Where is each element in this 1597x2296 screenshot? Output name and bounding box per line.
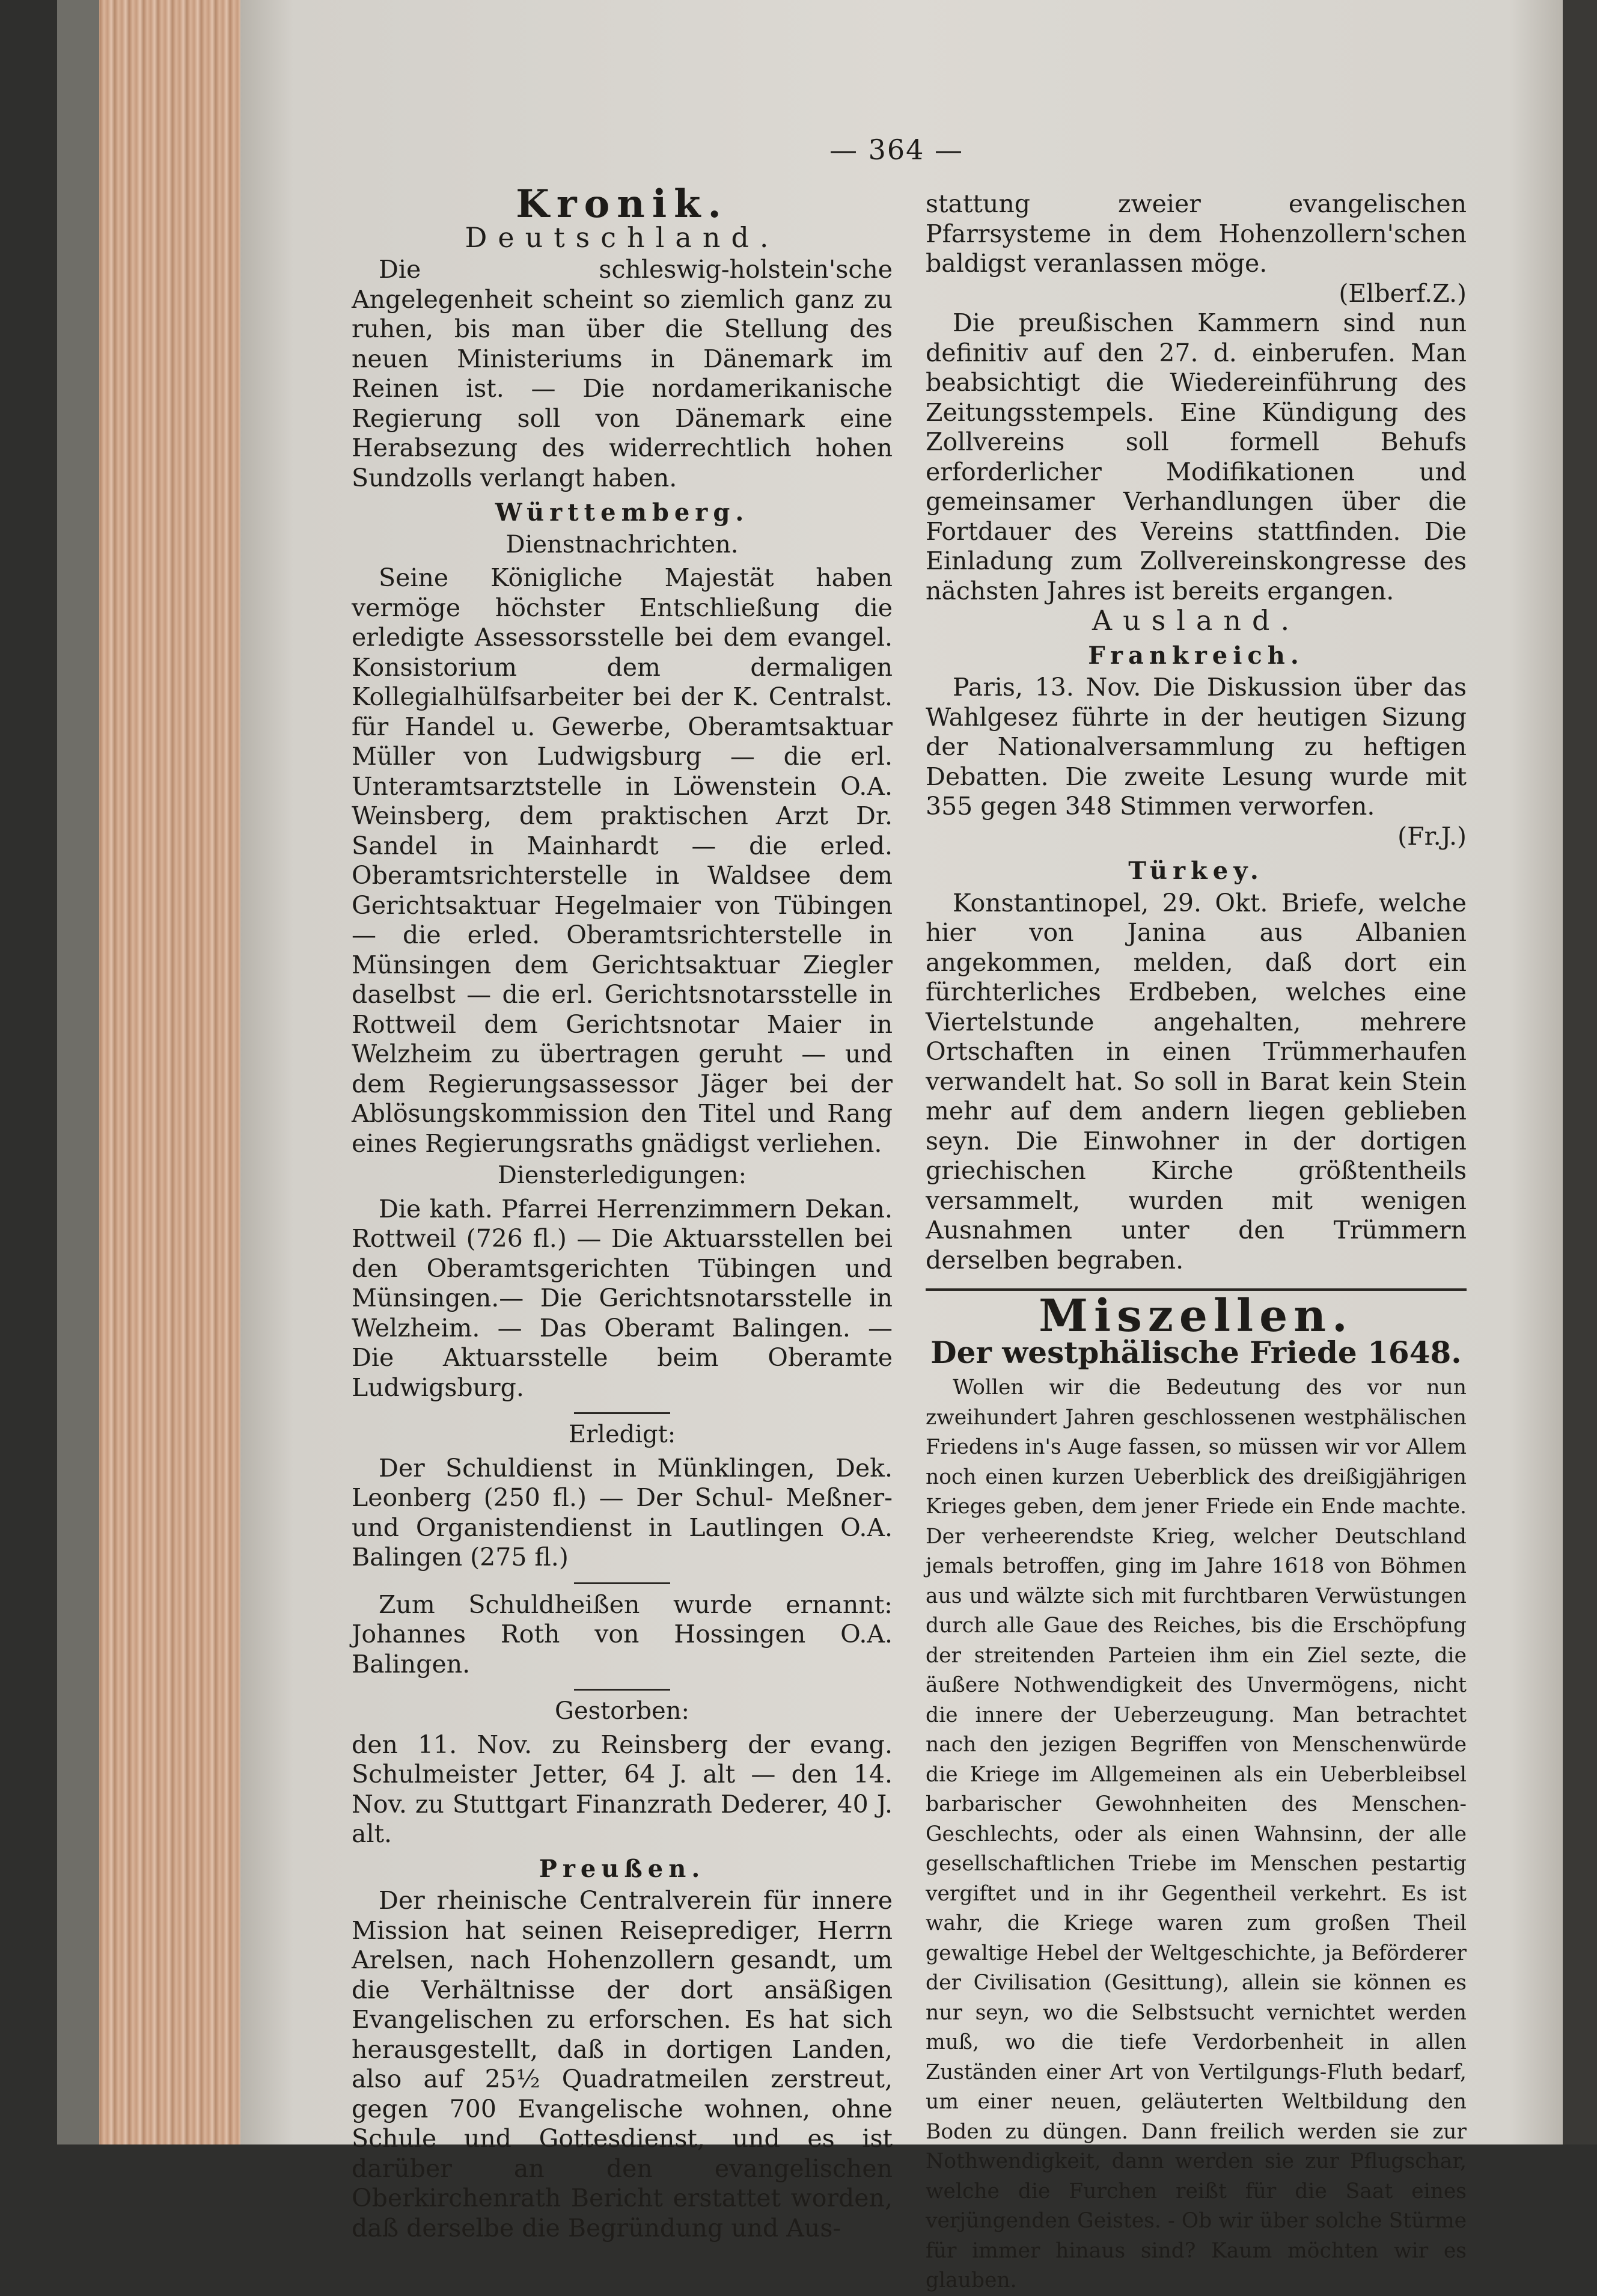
divider <box>574 1689 670 1691</box>
heading-preussen: Preußen. <box>539 1854 706 1883</box>
heading-miszellen: Miszellen. <box>1039 1290 1354 1342</box>
book-spine <box>57 0 99 2144</box>
heading-gestorben: Gestorben: <box>555 1697 689 1725</box>
paragraph-paris: Paris, 13. Nov. Die Diskussion über das Wahlgesez führte in der heutigen Sizung der Nationalversammlung zu heftigen Debatten. Die zweite Lesung wurde mit 355 gegen 348 Stimmen verworfen. <box>926 673 1467 821</box>
paragraph-schuldheiss: Zum Schuldheißen wurde ernannt: Johannes Roth von Hossingen O.A. Balingen. <box>352 1590 893 1679</box>
paragraph-friede: Wollen wir die Bedeutung des vor nun zweihundert Jahren geschlossenen westphälischen Friedens in's Auge fassen, so müssen wir vor Allem noch einen kurzen Ueberblick des dreißigjährigen Krieges geben, dem jener Friede ein Ende machte. Der verheerendste Krieg, welcher Deutschland jemals betroffen, ging im Jahre 1618 von Böhmen aus und wälzte sich mit furchtbaren Verwüstungen durch alle Gaue des Reiches, bis die Erschöpfung der streitenden Parteien ihm ein Ziel sezte, die äußere Nothwendigkeit des Unvermögens, nicht die innere der Ueberzeugung. Man betrachtet nach den jezigen Begriffen von Menschenwürde die Kriege im Allgemeinen als ein Ueberbleibsel barbarischer Gewohnheiten des Menschen-Geschlechts, oder als einen Wahnsinn, der alle gesellschaftlichen Triebe im Menschen pestartig vergiftet und in ihr Gegentheil verkehrt. Es ist wahr, die Kriege waren zum großen Theil gewaltige Hebel der Weltgeschichte, ja Beförderer der Civilisation (Gesittung), allein sie können es nur seyn, wo die Selbstsucht vernichtet werden muß, wo die tiefe Verdorbenheit in allen Zuständen einer Art von Vertilgungs-Fluth bedarf, um einer neuen, geläuterten Weltbildung den Boden zu düngen. Dann freilich werden sie zur Nothwendigkeit, dann werden sie zur Pflugschar, welche die Furchen reißt für die Saat eines verjüngenden Geistes. - Ob wir über solche Stürme für immer hinaus sind? Kaum möchten wir es glauben. <box>926 1376 1467 2292</box>
paragraph-konstantinopel: Konstantinopel, 29. Okt. Briefe, welche hier von Janina aus Albanien angekommen, melden, daß dort ein fürchterliches Erdbeben, welches eine Viertelstunde angehalten, mehrere Ortschaften in einen Trümmerhaufen verwandelt hat. So soll in Barat kein Stein mehr auf dem andern liegen geblieben seyn. Die Einwohner in der dortigen griechischen Kirche größtentheils versammelt, wurden mit wenigen Ausnahmen unter den Trümmern derselben begraben. <box>926 888 1467 1275</box>
heading-dienstnachrichten: Dienstnachrichten. <box>505 530 739 559</box>
divider <box>574 1412 670 1414</box>
page-number: — 364 — <box>829 133 964 166</box>
divider <box>574 1582 670 1584</box>
heading-diensterledigungen: Diensterledigungen: <box>497 1162 747 1189</box>
heading-wurttemberg: Württemberg. <box>495 498 750 527</box>
heading-turkey: Türkey. <box>1128 857 1264 885</box>
paragraph-gestorben: den 11. Nov. zu Reinsberg der evang. Schulmeister Jetter, 64 J. alt — den 14. Nov. zu Stuttgart Finanzrath Dederer, 40 J. alt. <box>352 1730 893 1848</box>
heading-erledigt: Erledigt: <box>568 1421 676 1448</box>
left-column <box>352 182 893 2243</box>
paragraph-pfarrsysteme: stattung zweier evangelischen Pfarrsysteme in dem Hohenzollern'schen baldigst veranlassen möge. <box>926 189 1467 278</box>
source-frj: (Fr.J.) <box>1397 821 1467 851</box>
section-heading-kronik: Kronik. <box>516 182 728 227</box>
paragraph-diensterledigungen: Die kath. Pfarrei Herrenzimmern Dekan. Rottweil (726 fl.) — Die Aktuarsstellen bei den Oberamtsgerichten Tübingen und Münsingen.— Die Gerichtsnotarsstelle in Welzheim. — Das Oberamt Balingen. — Die Aktuarsstelle beim Oberamte Ludwigsburg. <box>352 1194 893 1402</box>
paragraph-schleswig: Die schleswig-holstein'sche Angelegenheit scheint so ziemlich ganz zu ruhen, bis man über die Stellung des neuen Ministeriums in Dänemark im Reinen ist. — Die nordamerikanische Regierung soll von Dänemark eine Herabsezung des widerrechtlich hohen Sundzolls verlangt haben. <box>352 255 893 492</box>
right-column <box>926 189 1467 2296</box>
paragraph-centralverein: Der rheinische Centralverein für innere Mission hat seinen Reiseprediger, Herrn Arelsen, nach Hohenzollern gesandt, um die Verhältnisse der dort ansäßigen Evangelischen zu erforschen. Es hat sich herausgestellt, daß in dortigen Landen, also auf 25½ Quadratmeilen zerstreut, gegen 700 Evangelische wohnen, ohne Schule und Gottesdienst, und es ist darüber an den evangelischen Oberkirchenrath Bericht erstattet worden, daß derselbe die Begründung und Aus- <box>352 1886 893 2242</box>
heading-ausland: Ausland. <box>1092 604 1301 637</box>
source-elberf: (Elberf.Z.) <box>1339 278 1467 308</box>
heading-deutschland: Deutschland. <box>465 221 780 254</box>
article-title-friede: Der westphälische Friede 1648. <box>930 1334 1462 1370</box>
next-page-edge <box>1563 0 1597 2144</box>
paragraph-dienstnachrichten: Seine Königliche Majestät haben vermöge höchster Entschließung die erledigte Assessorsstelle bei dem evangel. Konsistorium dem dermaligen Kollegialhülfsarbeiter bei der K. Centralst. für Handel u. Gewerbe, Oberamtsaktuar Müller von Ludwigsburg — die erl. Unteramtsarztstelle in Löwenstein O.A. Weinsberg, dem praktischen Arzt Dr. Sandel in Mainhardt — die erled. Oberamtsrichterstelle in Waldsee dem Gerichtsaktuar Hegelmaier von Tübingen — die erled. Oberamtsrichterstelle in Münsingen dem Gerichtsaktuar Ziegler daselbst — die erl. Gerichtsnotarsstelle in Rottweil dem Gerichtsnotar Maier in Welzheim zu übertragen geruht — und dem Regierungsassessor Jäger bei der Ablösungskommission den Titel und Rang eines Regierungsraths gnädigst verliehen. <box>352 563 893 1158</box>
heading-frankreich: Frankreich. <box>1088 641 1304 670</box>
paragraph-kammern: Die preußischen Kammern sind nun definitiv auf den 27. d. einberufen. Man beabsichtigt die Wiedereinführung des Zeitungsstempels. Eine Kündigung des Zollvereins soll formell Behufs erforderlicher Modifikationen und gemeinsamer Verhandlungen über die Fortdauer des Vereins stattfinden. Die Einladung zum Zollvereinskongresse des nächsten Jahres ist bereits ergangen. <box>926 308 1467 605</box>
paragraph-erledigt: Der Schuldienst in Münklingen, Dek. Leonberg (250 fl.) — Der Schul- Meßner- und Organistendienst in Lautlingen O.A. Balingen (275 fl.) <box>352 1453 893 1572</box>
